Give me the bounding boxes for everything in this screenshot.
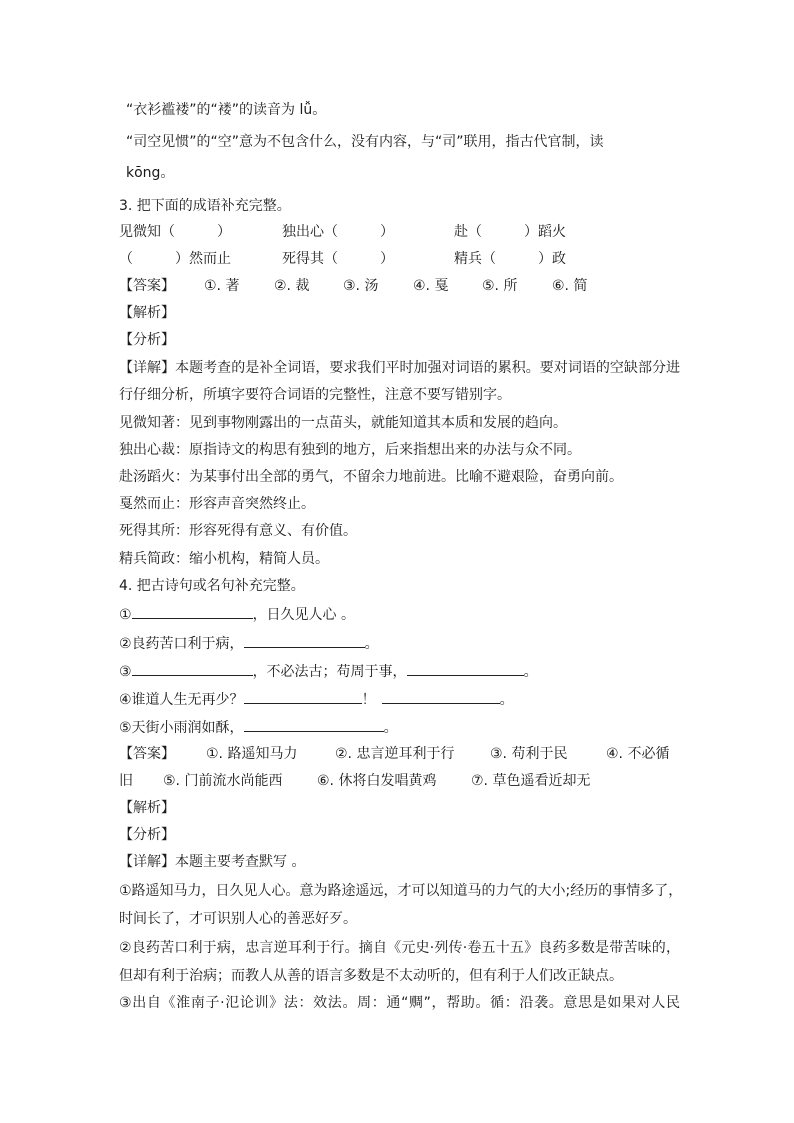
q3-answer-5: ⑤. 所 (482, 278, 518, 294)
q3-fenxi: 【分析】 (119, 332, 175, 348)
note-kong-line-1: “司空见惯”的“空”意为不包含什么，没有内容，与“司”联用，指古代官制，读 (126, 134, 604, 150)
q4-item-5-end: 。 (383, 720, 398, 736)
q4-item-1 (119, 604, 680, 625)
q4-jiexi: 【解析】 (119, 800, 175, 816)
q4-item-3-text: ，不必法古；苟周于事， (252, 664, 407, 680)
q4-item-3-end: 。 (523, 664, 538, 680)
q3-detail-line-1: 【详解】本题考查的是补全词语，要求我们平时加强对词语的累积。要对词语的空缺部分进 (119, 360, 680, 376)
q3-idiom-3: 赴（ ）蹈火 (454, 224, 566, 240)
q4-item-4-blank-2 (382, 689, 500, 704)
q4-para-1-line-1: ①路遥知马力，日久见人心。意为路途遥远，才可以知道马的力气的大小;经历的事情多了， (119, 883, 683, 899)
q4-item-3 (119, 661, 680, 682)
q4-detail: 【详解】本题主要考查默写 。 (119, 854, 306, 870)
note-kong-line-2: kōng。 (126, 165, 175, 181)
q3-answer-3: ③. 汤 (343, 278, 379, 294)
q4-item-4-text: ④谁道人生无再少？ (119, 692, 244, 708)
q4-item-2-end: 。 (364, 636, 379, 652)
q3-explanation-5: 死得其所：形容死得有意义、有价值。 (119, 523, 357, 539)
q4-answer-1: ①. 路遥知马力 (206, 746, 298, 762)
q3-jiexi: 【解析】 (119, 305, 175, 321)
q4-item-2 (119, 633, 680, 654)
q3-explanation-6: 精兵简政：缩小机构，精简人员。 (119, 551, 329, 567)
q4-answer-4-cont: 旧 (119, 773, 133, 789)
q4-item-4-mid: ！ (361, 692, 376, 708)
q3-explanation-4: 戛然而止：形容声音突然终止。 (119, 496, 315, 512)
q3-answer-label: 【答案】 (119, 278, 175, 294)
q3-title: 3. 把下面的成语补充完整。 (119, 198, 291, 214)
q4-answer-6: ⑥. 休将白发唱黄鸡 (317, 773, 437, 789)
q4-item-5-text: ⑤天街小雨润如酥， (119, 720, 244, 736)
q3-answer-2: ②. 裁 (274, 278, 310, 294)
q4-para-2-line-1: ②良药苦口利于病，忠言逆耳利于行。摘自《元史·列传·卷五十五》良药多数是带苦味的， (119, 940, 680, 956)
q3-explanation-3: 赴汤蹈火：为某事付出全部的勇气，不留余力地前进。比喻不避艰险，奋勇向前。 (119, 469, 623, 485)
q4-item-4-end: 。 (499, 692, 514, 708)
q4-answer-5: ⑤. 门前流水尚能西 (163, 773, 283, 789)
q3-explanation-2: 独出心裁：原指诗文的构思有独到的地方，后来指想出来的办法与众不同。 (119, 442, 581, 458)
q4-title: 4. 把古诗句或名句补充完整。 (119, 578, 305, 594)
q4-answer-2: ②. 忠言逆耳利于行 (335, 746, 455, 762)
q4-answer-7: ⑦. 草色遥看近却无 (471, 773, 591, 789)
q4-para-1-line-2: 时间长了，才可识别人心的善恶好歹。 (119, 911, 357, 927)
q4-answer-4: ④. 不必循 (606, 746, 670, 762)
q4-item-5-blank (244, 717, 384, 732)
q3-detail-line-2: 行仔细分析，所填字要符合词语的完整性，注意不要写错别字。 (119, 387, 511, 403)
q4-item-3-prefix: ③ (119, 664, 132, 680)
q3-explanation-1: 见微知著：见到事物刚露出的一点苗头，就能知道其本质和发展的趋向。 (119, 415, 567, 431)
q3-idiom-5: 死得其（ ） (282, 251, 394, 267)
q3-idiom-6: 精兵（ ）政 (454, 251, 566, 267)
q4-fenxi: 【分析】 (119, 827, 175, 843)
q3-answer-6: ⑥. 简 (552, 278, 588, 294)
q3-answer-4: ④. 戛 (413, 278, 449, 294)
q3-idiom-2: 独出心（ ） (282, 224, 394, 240)
q4-item-3-blank-1 (132, 661, 253, 676)
q4-item-1-text: ，日久见人心 。 (252, 607, 356, 623)
q4-item-2-blank (244, 633, 365, 648)
note-lv-reading: “衣衫褴褛”的“褛”的读音为 lǚ。 (126, 102, 327, 118)
q4-answer-label: 【答案】 (119, 746, 175, 762)
q4-item-3-blank-2 (407, 661, 524, 676)
q4-item-5 (119, 717, 680, 738)
q4-item-2-text: ②良药苦口利于病， (119, 636, 244, 652)
q3-idiom-1: 见微知（ ） (119, 224, 231, 240)
q4-para-2-line-2: 但却有利于治病；而教人从善的语言多数是不太动听的，但有利于人们改正缺点。 (119, 968, 623, 984)
q4-item-1-blank (132, 604, 253, 619)
q3-answer-1: ①. 著 (204, 278, 240, 294)
q4-item-1-prefix: ① (119, 607, 132, 623)
q4-item-4 (119, 689, 680, 710)
q3-idiom-4: （ ）然而止 (119, 251, 231, 267)
q4-item-4-blank-1 (244, 689, 362, 704)
q4-answer-3: ③. 苟利于民 (490, 746, 568, 762)
q4-para-3-line-1: ③出自《淮南子·氾论训》法：效法。周：通“赒”，帮助。循：沿袭。意思是如果对人民 (119, 995, 680, 1011)
